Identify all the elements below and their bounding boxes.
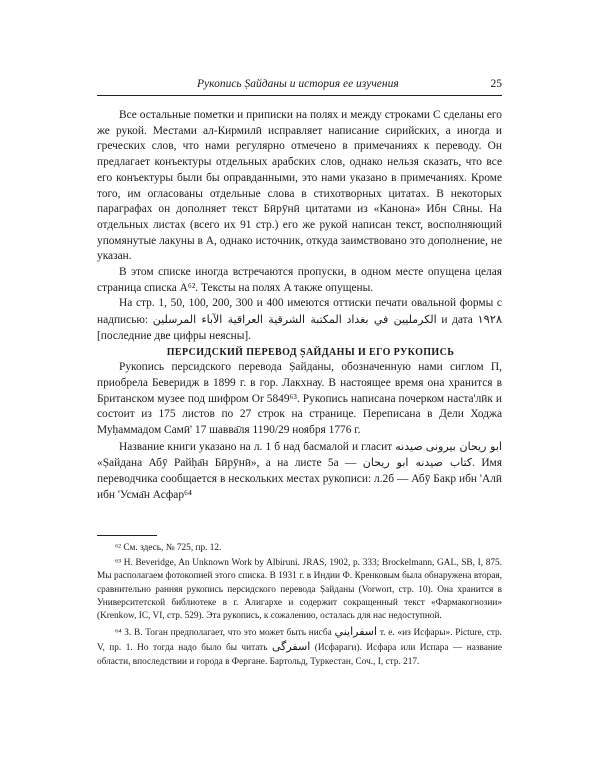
paragraph-3-tail: и дата ١٩٢٨ [последние две цифры неясны]. [97,314,502,342]
paragraph-3 [97,296,502,344]
footnotes [97,542,502,671]
page-number: 25 [490,78,502,90]
footnote-64-b: т. е. «из Исфары». Picture, стр. V, пр. 1. Но тогда надо было бы читать [97,628,502,654]
stamp-inscription-2: الكرمليين في بغداد [346,313,437,327]
title-arabic-1: صيدنه [395,439,423,453]
paragraph-1: Все остальные пометки и приписки на полях и между строками C сделаны его же рукой. Местами ал-Кирмилӣ исправляет написание сирийских, а иногда и греческих слов, что нами регулярно отмечено в примечаниях к переводу. Он предлагает конъектуры отдельных арабских слов, однако нельзя сказать, что все его конъектуры были бы оправданными, это нами указано в примечаниях. Кроме того, им огласованы отдельные слова в стихотворных цитатах. В некоторых параграфах он дополняет текст Бӣрӯнӣ цитатами из «Канона» Ибн Сӣны. На отдельных листах (всего их 91 стр.) его же рукой написан текст, восполняющий упомянутые лакуны в A, однако источник, откуда заимствовано это дополнение, не указан. [97,109,502,263]
footnote-64 [97,625,502,669]
section-heading: ПЕРСИДСКИЙ ПЕРЕВОД ṢАЙДАНЫ И ЕГО РУКОПИСЬ [166,346,455,358]
paragraph-5 [97,439,502,504]
footnote-62: ⁶² См. здесь, № 725, пр. 12. [115,543,222,553]
paragraph-5-b: «Ṣайдана Абӯ Райḥа̄н Бӣрӯнӣ», а на листе 5а — [97,457,357,470]
paragraph-3-text: На стр. 1, 50, 100, 200, 300 и 400 имеются оттиски печати овальной формы с надписью: [97,297,502,327]
running-title: Рукопись Ṣайданы и история ее изучения [197,78,399,90]
title-arabic-2: ابو ريحان بيرونى [425,439,502,453]
paragraph-5-a: Название книги указано на л. 1 б над басмалой и гласит [119,440,393,453]
running-header [97,78,502,96]
footnote-64-c: (Исфараги). Исфара или Испара — название области, впоследствии и города в Фергане. Бартольд, Туркестан, Соч., I, стр. 217. [97,643,503,667]
paragraph-5-c: . Имя переводчика сообщается в нескольких местах рукописи: л.2б — Абӯ Бакр ибн 'Алӣ ибн 'Усма̄н Асфар⁶⁴ [97,457,503,501]
footnote-63: ⁶³ H. Beveridge, An Unknown Work by Albiruni. JRAS, 1902, p. 333; Brockelmann, GAL, SB, I, 875. Мы располагаем фотокопией этого списка. В 1931 г. в Индии Ф. Кренковым была обнаружена вторая, сравнительно ранняя рукопись персидского перевода Ṣайданы (Vorwort, стр. 10). Она хранится в Университетской библиотеке в г. Алигархе и содержит сокращенный текст «Фармакогнозии» (Krenkow, IC, VI, стр. 529). Эта рукопись, к сожалению, осталась для нас недоступной. [97,558,502,622]
title-arabic-3: كتاب صيدنه ابو ريحان [362,456,473,470]
paragraph-2: В этом списке иногда встречаются пропуски, в одном месте опущена целая страница списка A⁶². Тексты на полях A также опущены. [97,266,502,294]
stamp-inscription-1: المكتبة الشرقية العراقية الآباء المرسلين [152,313,342,327]
paragraph-4: Рукопись персидского перевода Ṣайданы, обозначенную нами сиглом П, приобрела Беверидж в 1899 г. в гор. Лакхнау. В настоящее время она хранится в Британском музее под шифром Or 5849⁶³. Рукопись написана почерком наста'лӣк и состоит из 175 листов по 27 строк на странице. Переписана в Дели Ходжа Муḥаммадом Самӣ' 17 шавва̄ля 1190/29 ноября 1776 г. [97,361,502,437]
main-text [97,108,502,504]
footnote-64-arabic-1: اسفرايني [334,625,378,639]
footnote-64-a: ⁶⁴ З. В. Тоган предполагает, что это может быть нисба [115,628,332,639]
footnote-64-arabic-2: اسفرگى [271,640,311,654]
footnote-divider [97,535,157,536]
